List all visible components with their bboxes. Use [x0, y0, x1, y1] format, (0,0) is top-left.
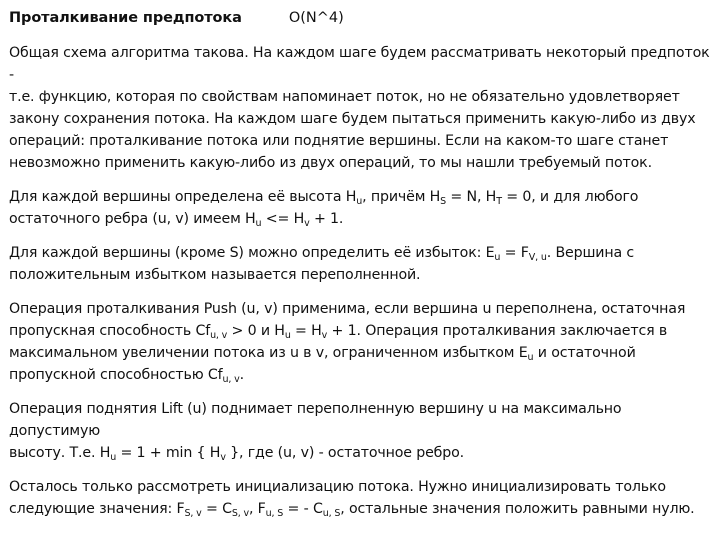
text-line: пропускная способность $Cf_{u, v} > 0$ и $H_u = H_v + 1$. Операция проталкивания заключается в	[9, 323, 668, 341]
text-line: невозможно применить какую-либо из двух операций, то мы нашли требуемый поток.	[9, 155, 652, 171]
text-line: т.е. функцию, которая по свойствам напоминает поток, но не обязательно удовлетворяет	[9, 89, 680, 105]
text-line: Общая схема алгоритма такова. На каждом шаге будем рассматривать некоторый предпоток -	[9, 45, 710, 83]
title-row	[9, 10, 711, 36]
text-line: Для каждой вершины определена её высота $H_u$, причём $H_S = N$, $H_T = 0$, и для любого	[9, 189, 639, 207]
text-line: максимальном увеличении потока из u в v, ограниченном избытком $E_u$ и остаточной	[9, 345, 636, 363]
spacer	[9, 174, 711, 186]
text-line: операций: проталкивание потока или поднятие вершины. Если на каком-то шаге станет	[9, 133, 669, 149]
complexity-label: O(N^4)	[288, 10, 344, 26]
text-line: Операция поднятия Lift (u) поднимает переполненную вершину u на максимально допустимую	[9, 401, 622, 439]
text-line: остаточного ребра (u, v) имеем $H_u <= H_v + 1$.	[9, 211, 344, 229]
paragraph-push	[9, 298, 711, 386]
slide-content	[9, 10, 711, 520]
text-line: положительным избытком называется переполненной.	[9, 267, 421, 283]
spacer	[9, 286, 711, 298]
paragraph-excess	[9, 242, 711, 286]
text-line: пропускной способностью $Cf_{u, v}$.	[9, 367, 244, 385]
text-line: следующие значения: $F_{S, v} = C_{S, v}$, $F_{u, S}$ = - $C_{u, S}$, остальные значения положить равными нулю.	[9, 501, 695, 519]
text-line: закону сохранения потока. На каждом шаге будем пытаться применить какую-либо из двух	[9, 111, 696, 127]
spacer	[9, 230, 711, 242]
spacer	[9, 464, 711, 476]
slide-title: Проталкивание предпотока	[9, 10, 242, 26]
text-line: Осталось только рассмотреть инициализацию потока. Нужно инициализировать только	[9, 479, 666, 495]
paragraph-overview	[9, 42, 711, 174]
paragraph-lift	[9, 398, 711, 464]
text-line: Для каждой вершины (кроме S) можно определить её избыток: $E_u = F_{V, u}$. Вершина с	[9, 245, 635, 263]
text-line: высоту. Т.е. $H_u = 1 + \min$ { $H_v$ }, где (u, v) - остаточное ребро.	[9, 445, 465, 463]
paragraph-height	[9, 186, 711, 230]
text-line: Операция проталкивания Push (u, v) применима, если вершина u переполнена, остаточная	[9, 301, 686, 317]
paragraph-init	[9, 476, 711, 520]
spacer	[9, 386, 711, 398]
